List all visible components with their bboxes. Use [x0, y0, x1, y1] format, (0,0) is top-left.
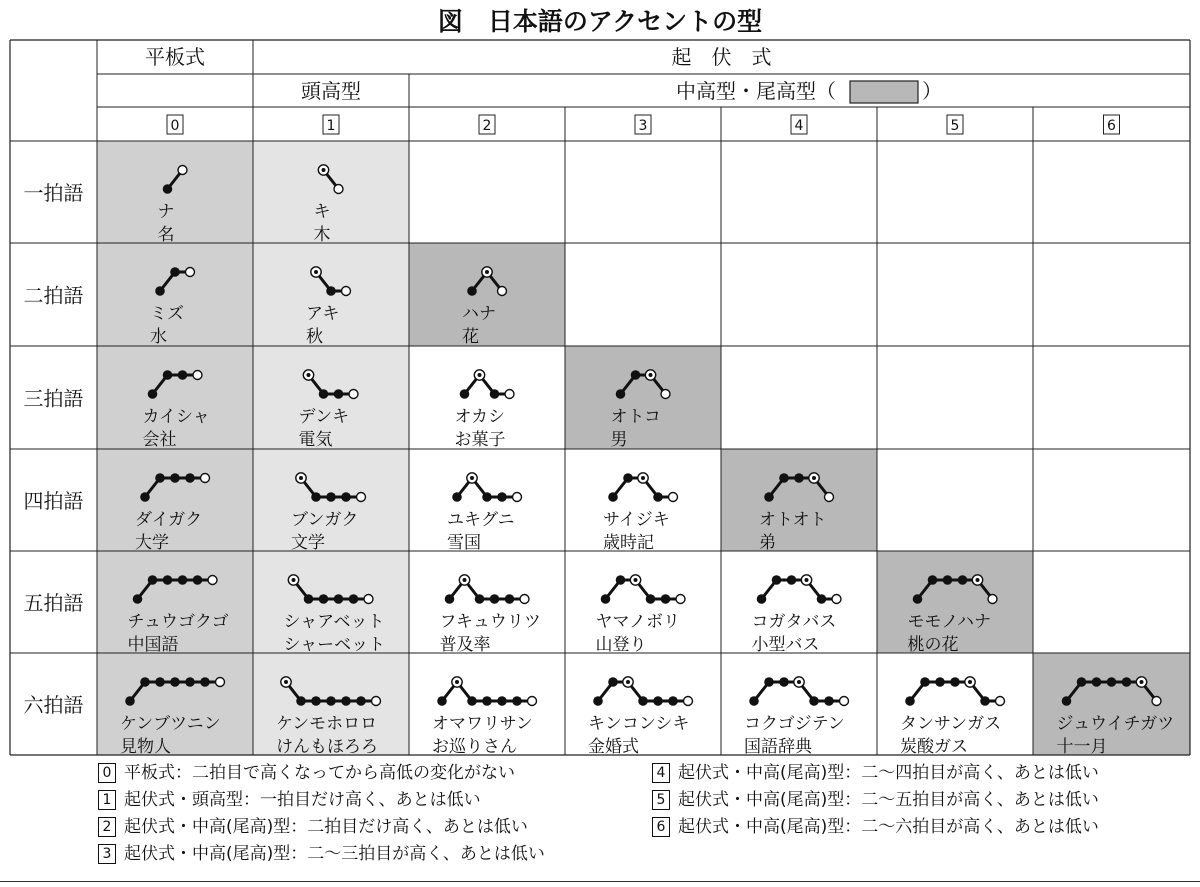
- figure-title: 図 日本語のアクセントの型: [437, 7, 763, 36]
- particle-dot: [334, 185, 343, 194]
- mora-dot: [445, 594, 455, 604]
- mora-dot: [497, 492, 507, 502]
- mora-dot: [341, 492, 351, 502]
- type-number: 6: [1107, 118, 1116, 134]
- particle-dot: [349, 390, 358, 399]
- legend-item-6: [652, 814, 1099, 841]
- particle-dot: [676, 595, 685, 604]
- accent-nucleus-center: [812, 476, 816, 480]
- bottom-rule: [0, 881, 1200, 882]
- legend-number: 4: [652, 763, 670, 783]
- mora-dot: [178, 370, 188, 380]
- mora-dot: [1092, 677, 1102, 687]
- mora-dot: [772, 575, 782, 585]
- mora-dot: [631, 370, 641, 380]
- legend-number: 2: [98, 817, 116, 837]
- word-kanji: 水: [150, 327, 167, 347]
- mora-dot: [178, 575, 188, 585]
- word-kanji: 炭酸ガス: [900, 737, 968, 757]
- mora-dot: [779, 473, 789, 483]
- particle-dot: [513, 493, 522, 502]
- mora-dot: [958, 575, 968, 585]
- mora-dot: [950, 677, 960, 687]
- word-kanji: お巡りさん: [432, 737, 517, 757]
- mora-dot: [349, 594, 359, 604]
- mora-dot: [505, 594, 515, 604]
- mora-dot: [668, 696, 678, 706]
- mora-dot: [1107, 677, 1117, 687]
- mora-dot: [512, 696, 522, 706]
- word-kanji: シャーベット: [283, 635, 386, 655]
- mora-dot: [163, 370, 173, 380]
- mora-dot: [779, 677, 789, 687]
- word-kanji: 花: [462, 327, 479, 347]
- mora-dot: [311, 492, 321, 502]
- mora-dot: [460, 389, 470, 399]
- cell-background: [253, 141, 409, 243]
- mora-dot: [920, 677, 930, 687]
- legend-number: 1: [98, 790, 116, 810]
- cell-background: [97, 243, 253, 346]
- particle-dot: [216, 678, 225, 687]
- word-kana: アキ: [306, 304, 340, 324]
- word-kana: キンコンシキ: [588, 714, 690, 734]
- word-kanji: けんもほろろ: [276, 737, 378, 757]
- particle-dot: [178, 166, 187, 175]
- mora-dot: [497, 696, 507, 706]
- mora-dot: [646, 594, 656, 604]
- word-kana: ダイガク: [135, 510, 203, 530]
- word-kana: コクゴジテン: [744, 714, 845, 734]
- mora-dot: [193, 575, 203, 585]
- word-kanji: 普及率: [439, 635, 491, 655]
- row-label: 六拍語: [23, 693, 84, 717]
- mora-dot: [304, 594, 314, 604]
- legend-number: 6: [652, 817, 670, 837]
- legend-text: 起伏式・中高(尾高)型：二拍目だけ高く、あとは低い: [124, 817, 528, 837]
- word-kana: オトコ: [610, 407, 661, 427]
- accent-nucleus-center: [1140, 680, 1144, 684]
- type-number: 2: [482, 118, 492, 134]
- mora-dot: [467, 696, 477, 706]
- particle-dot: [342, 287, 351, 296]
- word-kana: ハナ: [462, 304, 496, 324]
- word-kana: フキュウリツ: [439, 612, 541, 632]
- mora-dot: [148, 389, 158, 399]
- cell-background: [565, 346, 721, 449]
- mora-dot: [980, 696, 990, 706]
- mora-dot: [653, 492, 663, 502]
- word-kana: ユキグニ: [447, 510, 515, 530]
- accent-nucleus-center: [797, 680, 801, 684]
- row-label: 四拍語: [23, 489, 84, 513]
- word-kanji: 小型バス: [751, 635, 820, 655]
- particle-dot: [498, 287, 507, 296]
- accent-nucleus-center: [455, 680, 459, 684]
- header-atamadaka: 頭高型: [301, 79, 361, 103]
- mora-dot: [341, 696, 351, 706]
- particle-dot: [372, 697, 381, 706]
- word-kanji: お菓子: [454, 430, 506, 450]
- accent-nucleus-center: [641, 476, 645, 480]
- mora-dot: [809, 696, 819, 706]
- legend-left: [98, 760, 545, 868]
- word-kana: チュウゴクゴ: [127, 612, 229, 632]
- word-kanji: 木: [313, 225, 331, 245]
- mora-dot: [319, 594, 329, 604]
- accent-nucleus-center: [626, 680, 630, 684]
- word-kana: ナ: [157, 202, 175, 222]
- word-kana: コガタバス: [751, 612, 837, 632]
- type-number: 1: [326, 118, 336, 134]
- mora-dot: [125, 696, 135, 706]
- accent-nucleus-center: [968, 680, 972, 684]
- word-kana: シャアベット: [283, 612, 385, 632]
- type-number: 0: [170, 118, 180, 134]
- accent-nucleus-center: [314, 270, 318, 274]
- accent-nucleus-center: [292, 578, 296, 582]
- mora-dot: [163, 184, 173, 194]
- word-kanji: 会社: [142, 430, 177, 450]
- word-kana: タンサンガス: [900, 714, 1002, 734]
- mora-dot: [452, 492, 462, 502]
- particle-dot: [825, 493, 834, 502]
- particle-dot: [988, 595, 997, 604]
- mora-dot: [482, 696, 492, 706]
- legend-item-3: [98, 841, 545, 868]
- legend-right: [652, 760, 1099, 841]
- mora-dot: [490, 389, 500, 399]
- mora-dot: [608, 492, 618, 502]
- legend-item-2: [98, 814, 545, 841]
- mora-dot: [311, 696, 321, 706]
- word-kana: デンキ: [298, 407, 350, 427]
- mora-dot: [824, 696, 834, 706]
- mora-dot: [1062, 696, 1072, 706]
- mora-dot: [326, 492, 336, 502]
- mora-dot: [623, 473, 633, 483]
- mora-dot: [356, 696, 366, 706]
- word-kana: ジュウイチガツ: [1056, 714, 1175, 734]
- row-label: 五拍語: [23, 591, 84, 615]
- legend-number: 5: [652, 790, 670, 810]
- mora-dot: [482, 492, 492, 502]
- mora-dot: [163, 575, 173, 585]
- particle-dot: [186, 268, 195, 277]
- word-kana: ケンモホロロ: [276, 714, 378, 734]
- cell-background: [409, 243, 565, 346]
- mora-dot: [296, 696, 306, 706]
- header-nakadaka-close: ）: [922, 79, 942, 103]
- word-kanji: 雪国: [447, 533, 481, 553]
- mora-dot: [905, 696, 915, 706]
- header-kifuku: 起 伏 式: [671, 45, 772, 69]
- accent-nucleus-center: [485, 270, 489, 274]
- header-nakadaka: 中高型・尾高型（: [676, 79, 836, 103]
- particle-dot: [669, 493, 678, 502]
- particle-dot: [193, 371, 202, 380]
- legend-text: 平板式：二拍目で高くなってから高低の変化がない: [124, 763, 515, 783]
- word-kanji: 歳時記: [603, 533, 654, 553]
- mora-dot: [787, 575, 797, 585]
- particle-dot: [661, 390, 670, 399]
- word-kana: カイシャ: [142, 407, 210, 427]
- word-kana: モモノハナ: [907, 612, 991, 632]
- legend-item-0: [98, 760, 545, 787]
- mora-dot: [185, 473, 195, 483]
- mora-dot: [764, 492, 774, 502]
- mora-dot: [608, 677, 618, 687]
- particle-dot: [996, 697, 1005, 706]
- nakadaka-swatch: [850, 81, 918, 103]
- word-kana: オカシ: [454, 407, 505, 427]
- word-kana: ミズ: [150, 304, 184, 324]
- mora-dot: [475, 594, 485, 604]
- cell-background: [721, 449, 877, 551]
- mora-dot: [170, 677, 180, 687]
- mora-dot: [170, 267, 180, 277]
- word-kanji: 電気: [298, 430, 333, 450]
- word-kanji: 中国語: [127, 635, 179, 655]
- mora-dot: [616, 389, 626, 399]
- word-kanji: 名: [157, 225, 175, 245]
- mora-dot: [326, 696, 336, 706]
- mora-dot: [638, 696, 648, 706]
- word-kana: オマワリサン: [432, 714, 533, 734]
- accent-nucleus-center: [299, 476, 303, 480]
- mora-dot: [155, 473, 165, 483]
- particle-dot: [357, 493, 366, 502]
- legend-item-5: [652, 787, 1099, 814]
- mora-dot: [140, 677, 150, 687]
- row-label: 一拍語: [23, 181, 84, 205]
- mora-dot: [661, 594, 671, 604]
- accent-nucleus-center: [284, 680, 288, 684]
- mora-dot: [616, 575, 626, 585]
- word-kana: ケンブツニン: [120, 714, 221, 734]
- mora-dot: [326, 286, 336, 296]
- mora-dot: [133, 594, 143, 604]
- mora-dot: [140, 492, 150, 502]
- mora-dot: [943, 575, 953, 585]
- mora-dot: [185, 677, 195, 687]
- word-kanji: 山登り: [595, 635, 647, 655]
- mora-dot: [601, 594, 611, 604]
- mora-dot: [148, 575, 158, 585]
- legend-text: 起伏式・頭高型：一拍目だけ高く、あとは低い: [124, 790, 481, 810]
- word-kana: ブンガク: [291, 510, 359, 530]
- particle-dot: [1152, 697, 1161, 706]
- mora-dot: [334, 389, 344, 399]
- mora-dot: [817, 594, 827, 604]
- mora-dot: [757, 594, 767, 604]
- legend-item-4: [652, 760, 1099, 787]
- word-kanji: 国語辞典: [744, 737, 812, 757]
- particle-dot: [208, 576, 217, 585]
- mora-dot: [653, 696, 663, 706]
- mora-dot: [170, 473, 180, 483]
- accent-nucleus-center: [634, 578, 638, 582]
- mora-dot: [1077, 677, 1087, 687]
- cell-background: [97, 141, 253, 243]
- accent-nucleus-center: [478, 373, 482, 377]
- word-kanji: 桃の花: [907, 635, 959, 655]
- mora-dot: [913, 594, 923, 604]
- type-number: 5: [950, 118, 960, 134]
- particle-dot: [840, 697, 849, 706]
- cell-background: [97, 449, 253, 551]
- row-label: 三拍語: [23, 386, 84, 411]
- particle-dot: [520, 595, 529, 604]
- word-kana: オトオト: [759, 510, 827, 530]
- legend-number: 0: [98, 763, 116, 783]
- accent-nucleus-center: [976, 578, 980, 582]
- accent-nucleus-center: [307, 373, 311, 377]
- mora-dot: [593, 696, 603, 706]
- accent-nucleus-center: [649, 373, 653, 377]
- mora-dot: [467, 286, 477, 296]
- mora-dot: [319, 389, 329, 399]
- mora-dot: [935, 677, 945, 687]
- legend-text: 起伏式・中高(尾高)型：二〜五拍目が高く、あとは低い: [678, 790, 1099, 810]
- type-number: 4: [794, 118, 804, 134]
- word-kanji: 秋: [306, 327, 323, 347]
- particle-dot: [528, 697, 537, 706]
- word-kana: ヤマノボリ: [595, 612, 680, 632]
- mora-dot: [334, 594, 344, 604]
- word-kana: キ: [313, 202, 331, 222]
- particle-dot: [684, 697, 693, 706]
- mora-dot: [794, 473, 804, 483]
- mora-dot: [1122, 677, 1132, 687]
- legend-text: 起伏式・中高(尾高)型：二〜六拍目が高く、あとは低い: [678, 817, 1099, 837]
- accent-nucleus-center: [805, 578, 809, 582]
- accent-nucleus-center: [463, 578, 467, 582]
- mora-dot: [490, 594, 500, 604]
- word-kanji: 文学: [291, 533, 325, 553]
- mora-dot: [200, 677, 210, 687]
- legend-item-1: [98, 787, 545, 814]
- legend-text: 起伏式・中高(尾高)型：二〜四拍目が高く、あとは低い: [678, 763, 1099, 783]
- accent-nucleus-center: [322, 168, 326, 172]
- word-kanji: 男: [610, 430, 628, 450]
- word-kanji: 十一月: [1056, 737, 1108, 757]
- word-kanji: 見物人: [120, 737, 171, 757]
- legend-text: 起伏式・中高(尾高)型：二〜三拍目が高く、あとは低い: [124, 844, 545, 864]
- row-label: 二拍語: [23, 283, 84, 308]
- mora-dot: [437, 696, 447, 706]
- word-kanji: 大学: [135, 533, 169, 553]
- particle-dot: [832, 595, 841, 604]
- particle-dot: [201, 474, 210, 483]
- accent-nucleus-center: [470, 476, 474, 480]
- legend-number: 3: [98, 844, 116, 864]
- word-kana: サイジキ: [603, 510, 670, 530]
- mora-dot: [749, 696, 759, 706]
- header-heiban: 平板式: [145, 45, 205, 69]
- particle-dot: [505, 390, 514, 399]
- mora-dot: [155, 286, 165, 296]
- word-kanji: 金婚式: [588, 737, 639, 757]
- mora-dot: [928, 575, 938, 585]
- type-number: 3: [638, 118, 648, 134]
- particle-dot: [364, 595, 373, 604]
- mora-dot: [764, 677, 774, 687]
- mora-dot: [155, 677, 165, 687]
- word-kanji: 弟: [759, 533, 776, 553]
